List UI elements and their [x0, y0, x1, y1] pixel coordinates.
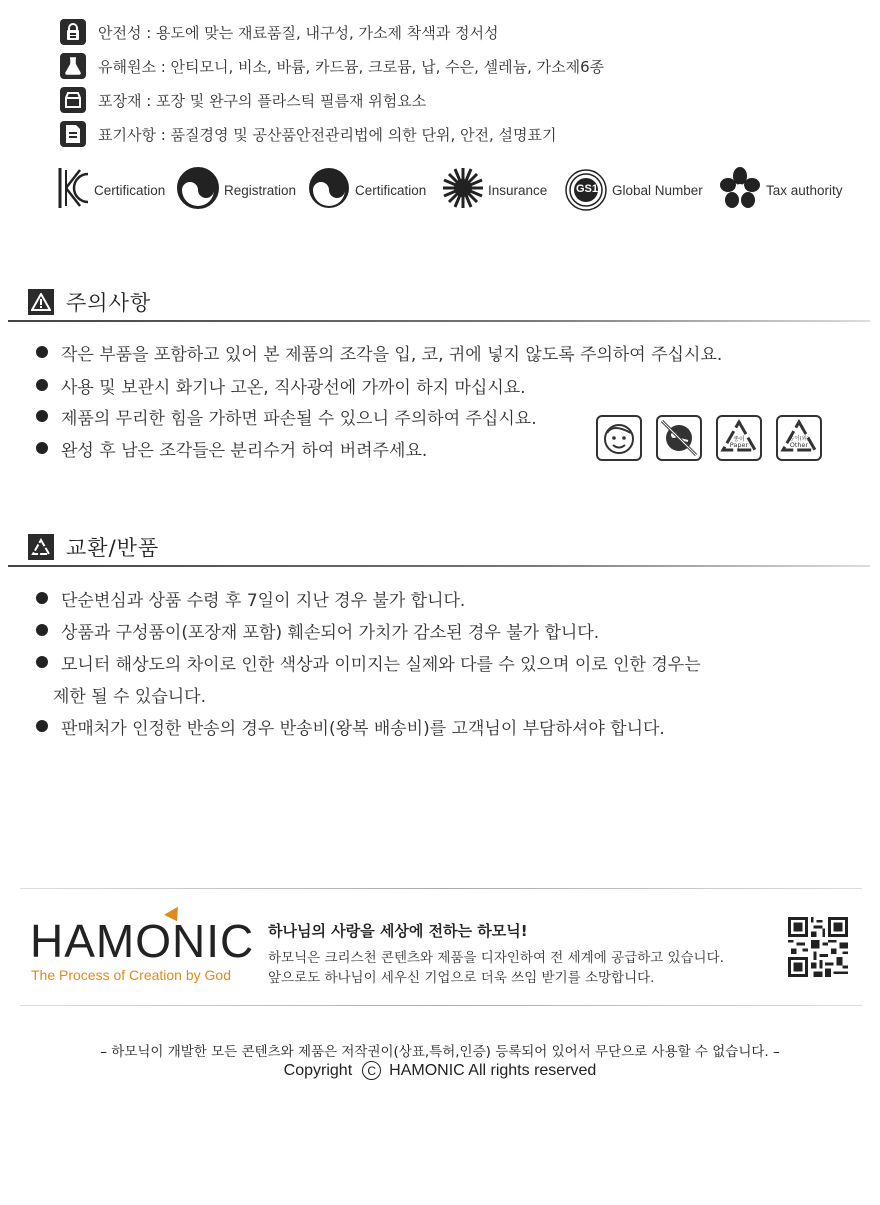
cert-label: Global Number	[612, 182, 703, 198]
cert-label: Registration	[224, 182, 297, 198]
info-text: 안전성 : 용도에 맞는 재료품질, 내구성, 가소제 착색과 정서성	[98, 23, 499, 42]
qr-code-icon[interactable]	[788, 917, 848, 977]
cert-certification	[307, 168, 426, 212]
info-row-safety	[60, 19, 499, 45]
exchange-header	[28, 532, 159, 562]
cert-label: Insurance	[488, 182, 548, 198]
caution-item: 사용 및 보관시 화기나 고온, 직사광선에 가까이 하지 마십시요.	[36, 373, 526, 398]
cert-tax	[718, 168, 843, 212]
brand-headline: 하나님의 사랑을 세상에 전하는 하모닉!	[268, 922, 528, 940]
cert-gs1	[564, 168, 703, 212]
brand-logo: HAMONIC	[30, 915, 255, 967]
child-face-icon	[596, 415, 642, 461]
copyright-notice: – 하모닉이 개발한 모든 콘텐츠와 제품은 저작권이(상표,특허,인증) 등록되어 있어서 무단으로 사용할 수 없습니다. –	[100, 1044, 780, 1060]
cert-label: Certification	[355, 182, 427, 198]
cert-insurance	[442, 168, 547, 212]
section-divider	[8, 320, 870, 322]
section-title: 교환/반품	[66, 536, 160, 560]
info-text: 유해원소 : 안티모니, 비소, 바륨, 카드뮴, 크로뮴, 납, 수은, 셀레늄, 가소제6종	[98, 57, 605, 76]
copyright-owner: HAMONIC All rights reserved	[389, 1061, 597, 1079]
info-row-harmful	[60, 53, 604, 79]
copyright-line	[0, 1061, 880, 1080]
section-title: 주의사항	[66, 291, 152, 315]
cert-label: Tax authority	[766, 182, 843, 198]
flask-icon	[60, 53, 86, 79]
brand-desc: 앞으로도 하나님이 세우신 기업으로 더욱 쓰임 받기를 소망합니다.	[268, 970, 655, 986]
lock-icon	[60, 19, 86, 45]
box-icon	[60, 87, 86, 113]
cert-label: Certification	[94, 182, 166, 198]
document-icon	[60, 121, 86, 147]
gs1-mark: GS1	[576, 183, 599, 195]
recycle-other-label-ko: 종이(외)	[788, 436, 810, 442]
caution-header	[28, 287, 151, 317]
exchange-item: 모니터 해상도의 차이로 인한 색상과 이미지는 실제와 다를 수 있으며 이로 인한 경우는	[36, 650, 701, 675]
recycle-paper-icon	[716, 415, 762, 461]
recycle-other-icon	[776, 415, 822, 461]
info-text: 포장재 : 포장 및 완구의 플라스틱 필름재 위험요소	[98, 91, 427, 110]
caution-item: 제품의 무리한 힘을 가하면 파손될 수 있으니 주의하여 주십시요.	[36, 404, 537, 429]
copyright-prefix: Copyright	[283, 1061, 353, 1079]
info-text: 표기사항 : 품질경영 및 공산품안전관리법에 의한 단위, 안전, 설명표기	[98, 125, 557, 144]
exchange-item-continuation: 제한 될 수 있습니다.	[53, 687, 206, 707]
exchange-item: 상품과 구성품이(포장재 포함) 훼손되어 가치가 감소된 경우 불가 합니다.	[36, 618, 599, 643]
recycle-icon	[28, 534, 54, 560]
tax-flower-icon	[718, 166, 762, 214]
brand-tagline: The Process of Creation by God	[31, 967, 231, 983]
brand-divider-bottom	[20, 1005, 862, 1006]
no-mouth-icon	[656, 415, 702, 461]
copyright-symbol-letter: C	[367, 1063, 376, 1078]
brand-divider-top	[20, 888, 862, 889]
insurance-sun-icon	[442, 167, 484, 213]
caution-item: 작은 부품을 포함하고 있어 본 제품의 조각을 입, 코, 귀에 넣지 않도록 주의하여 주십시요.	[36, 340, 722, 365]
warning-icon	[28, 289, 54, 315]
exchange-item: 판매처가 인정한 반송의 경우 반송비(왕복 배송비)를 고객님이 부담하셔야 합니다.	[36, 714, 665, 739]
info-row-packaging	[60, 87, 426, 113]
exchange-item: 단순변심과 상품 수령 후 7일이 지난 경우 불가 합니다.	[36, 586, 465, 611]
recycle-paper-label-ko: 종이	[733, 436, 745, 443]
kc-mark-icon	[58, 166, 90, 214]
certification-swirl-icon	[307, 166, 351, 214]
cert-kc	[58, 168, 165, 212]
copyright-symbol-icon	[362, 1061, 381, 1080]
brand-desc: 하모닉은 크리스천 콘텐츠와 제품을 디자인하여 전 세계에 공급하고 있습니다.	[268, 950, 724, 966]
cert-registration	[176, 168, 296, 212]
registration-swirl-icon	[176, 166, 220, 214]
info-row-labeling	[60, 121, 556, 147]
caution-item: 완성 후 남은 조각들은 분리수거 하여 버려주세요.	[36, 436, 427, 461]
section-divider	[8, 565, 870, 567]
recycle-other-label: Other	[789, 441, 809, 449]
gs1-icon	[564, 168, 608, 212]
recycle-paper-label: Paper	[729, 441, 749, 449]
